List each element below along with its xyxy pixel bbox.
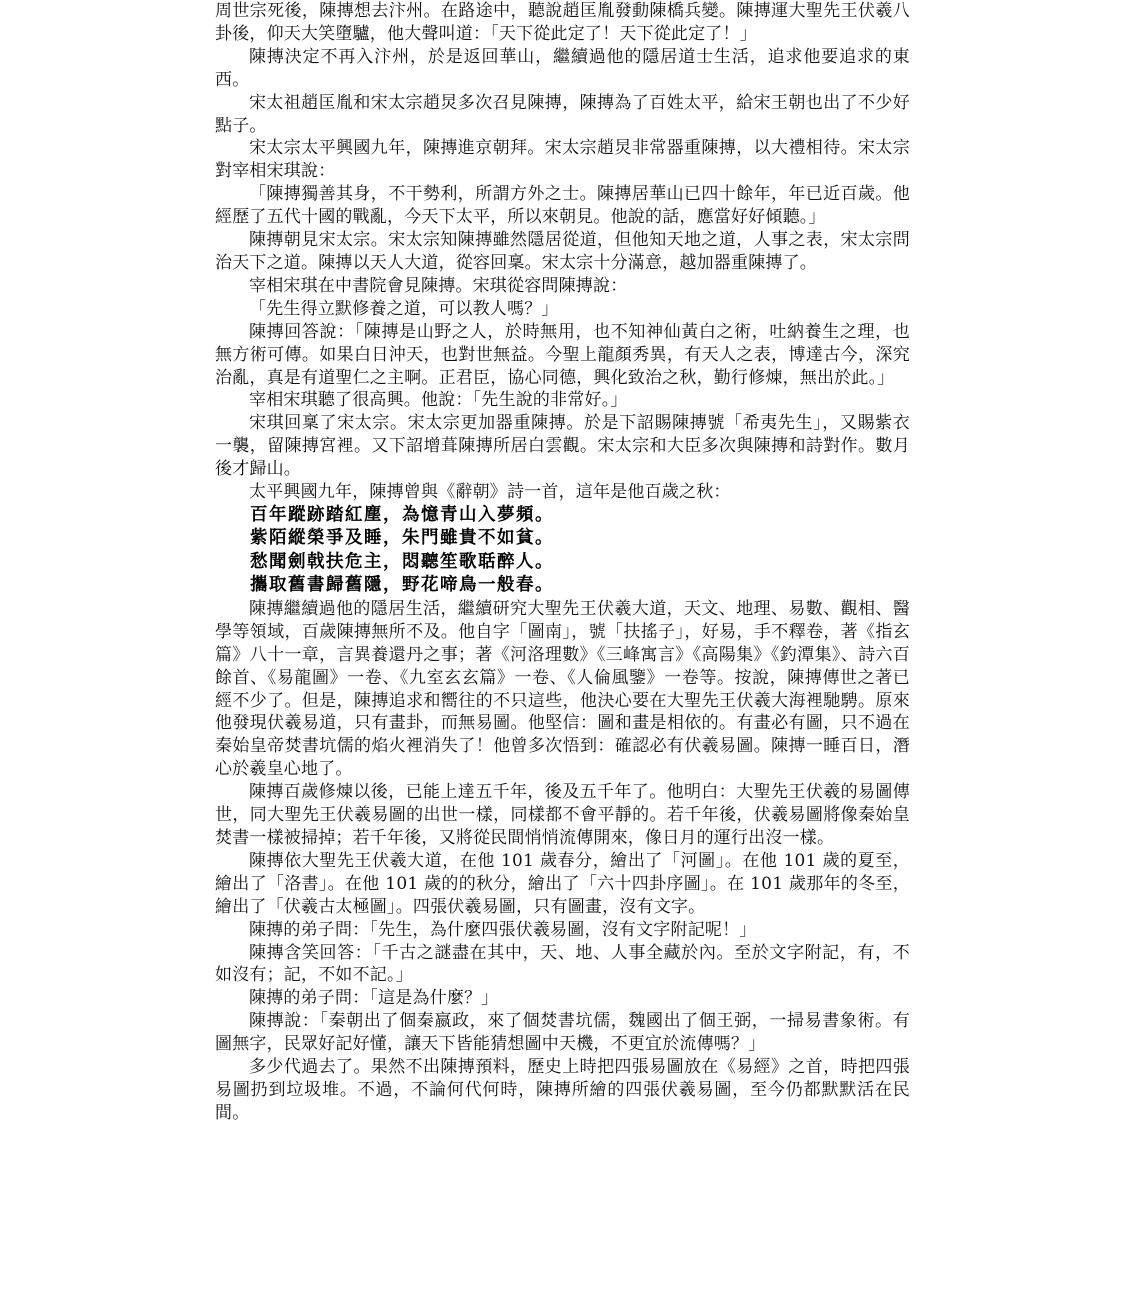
paragraph-11: 宋琪回稟了宋太宗。宋太宗更加器重陳摶。於是下詔賜陳摶號「希夷先生」，又賜紫衣一襲，留陳摶宮裡。又下詔增葺陳摶所居白雲觀。宋太宗和大臣多次與陳摶和詩對作。數月後才歸山。: [215, 413, 910, 480]
paragraph-9: 陳摶回答說：「陳摶是山野之人，於時無用，也不知神仙黃白之術，吐納養生之理，也無方術可傳。如果白日沖天，也對世無益。今聖上龍顏秀異，有天人之表，博達古今，深究治亂，真是有道聖仁之主啊。正君臣，協心同德，興化致治之秋，勤行修煉，無出於此。」: [215, 321, 910, 388]
poem-line-1: 百年蹤跡踏紅塵，為憶青山入夢頻。: [250, 504, 554, 525]
paragraph-2: 陳摶決定不再入汴州，於是返回華山，繼續過他的隱居道士生活，追求他要追求的東西。: [215, 46, 910, 90]
paragraph-6: 陳摶朝見宋太宗。宋太宗知陳摶雖然隱居從道，但他知天地之道，人事之表，宋太宗問治天下之道。陳摶以天人大道，從容回稟。宋太宗十分滿意，越加器重陳摶了。: [215, 230, 910, 273]
paragraph-4: 宋太宗太平興國九年，陳摶進京朝拜。宋太宗趙炅非常器重陳摶，以大禮相待。宋太宗對宰相宋琪說：: [215, 138, 910, 182]
paragraph-16: 陳摶的弟子問：「先生，為什麼四張伏羲易圖，沒有文字附記呢！」: [249, 919, 757, 940]
paragraph-3: 宋太祖趙匡胤和宋太宗趙炅多次召見陳摶，陳摶為了百姓太平，給宋王朝也出了不少好點子。: [215, 92, 910, 136]
paragraph-13: 陳摶繼續過他的隱居生活，繼續研究大聖先王伏羲大道，天文、地理、易數、觀相、醫學等領域，百歲陳摶無所不及。他自字「圖南」，號「扶搖子」，好易，手不釋卷，著《指玄篇》八十一章，言異養還丹之事；著《河洛理數》《三峰寓言》《高陽集》《釣潭集》、詩六百餘首、《易龍圖》一卷、《九室玄玄篇》一卷、《人倫風鑒》一卷等。按說，陳摶傳世之著已經不少了。但是，陳摶追求和嚮往的不只這些，他決心要在大聖先王伏羲大海裡馳騁。原來他發現伏羲易道，只有畫卦，而無易圖。他堅信：圖和畫是相依的。有畫必有圖，只不過在秦始皇帝焚書坑儒的焰火裡消失了！他曾多次悟到：確認必有伏羲易圖。陳摶一睡百日，潛心於羲皇心地了。: [215, 598, 910, 780]
paragraph-15: 陳摶依大聖先王伏羲大道，在他 101 歲春分，繪出了「河圖」。在他 101 歲的夏至，繪出了「洛書」。在他 101 歲的的秋分，繪出了「六十四卦序圖」。在 101 歲那年的冬至，繪出了「伏羲古太極圖」。四張伏羲易圖，只有圖畫，沒有文字。: [215, 850, 910, 917]
paragraph-7: 宰相宋琪在中書院會見陳摶。宋琪從容問陳摶說：: [249, 275, 628, 296]
paragraph-5: 「陳摶獨善其身，不干勢利，所謂方外之士。陳摶居華山已四十餘年，年已近百歲。他經歷了五代十國的戰亂，今天下太平，所以來朝見。他說的話，應當好好傾聽。」: [215, 184, 910, 228]
document-page: [215, 0, 910, 1125]
paragraph-18: 陳摶的弟子問：「這是為什麼？」: [249, 988, 499, 1009]
poem-line-4: 攜取舊書歸舊隱，野花啼鳥一般春。: [250, 575, 554, 596]
paragraph-17: 陳摶含笑回答：「千古之謎盡在其中，天、地、人事全藏於內。至於文字附記，有，不如沒有；記，不如不記。」: [215, 942, 910, 986]
paragraph-14: 陳摶百歲修煉以後，已能上達五千年，後及五千年了。他明白：大聖先王伏羲的易圖傳世，同大聖先王伏羲易圖的出世一樣，同樣都不會平靜的。若千年後，伏羲易圖將像秦始皇焚書一樣被掃掉；若千年後，又將從民間悄悄流傳開來，像日月的運行出沒一樣。: [215, 782, 910, 848]
poem-line-3: 愁聞劍戟扶危主，悶聽笙歌聒醉人。: [250, 551, 554, 572]
paragraph-10: 宰相宋琪聽了很高興。他說：「先生說的非常好。」: [249, 390, 628, 411]
paragraph-12: 太平興國九年，陳摶曾與《辭朝》詩一首，這年是他百歲之秋：: [249, 482, 731, 503]
paragraph-8: 「先生得立默修養之道，可以教人嗎？」: [249, 298, 559, 319]
paragraph-19: 陳摶說：「秦朝出了個秦嬴政，來了個焚書坑儒，魏國出了個王弼，一掃易書象術。有圖無字，民眾好記好懂，讓天下皆能猜想圖中天機，不更宜於流傳嗎？」: [215, 1011, 910, 1055]
paragraph-1: 周世宗死後，陳摶想去汴州。在路途中，聽說趙匡胤發動陳橋兵變。陳摶運大聖先王伏羲八卦後，仰天大笑墮驢，他大聲叫道：「天下從此定了！天下從此定了！」: [215, 1, 910, 44]
poem-line-2: 紫陌縱榮爭及睡，朱門雖貴不如貧。: [250, 528, 554, 549]
poem-block: [215, 504, 910, 598]
paragraph-20: 多少代過去了。果然不出陳摶預料，歷史上時把四張易圖放在《易經》之首，時把四張易圖扔到垃圾堆。不過，不論何代何時，陳摶所繪的四張伏羲易圖，至今仍都默默活在民間。: [215, 1057, 910, 1123]
